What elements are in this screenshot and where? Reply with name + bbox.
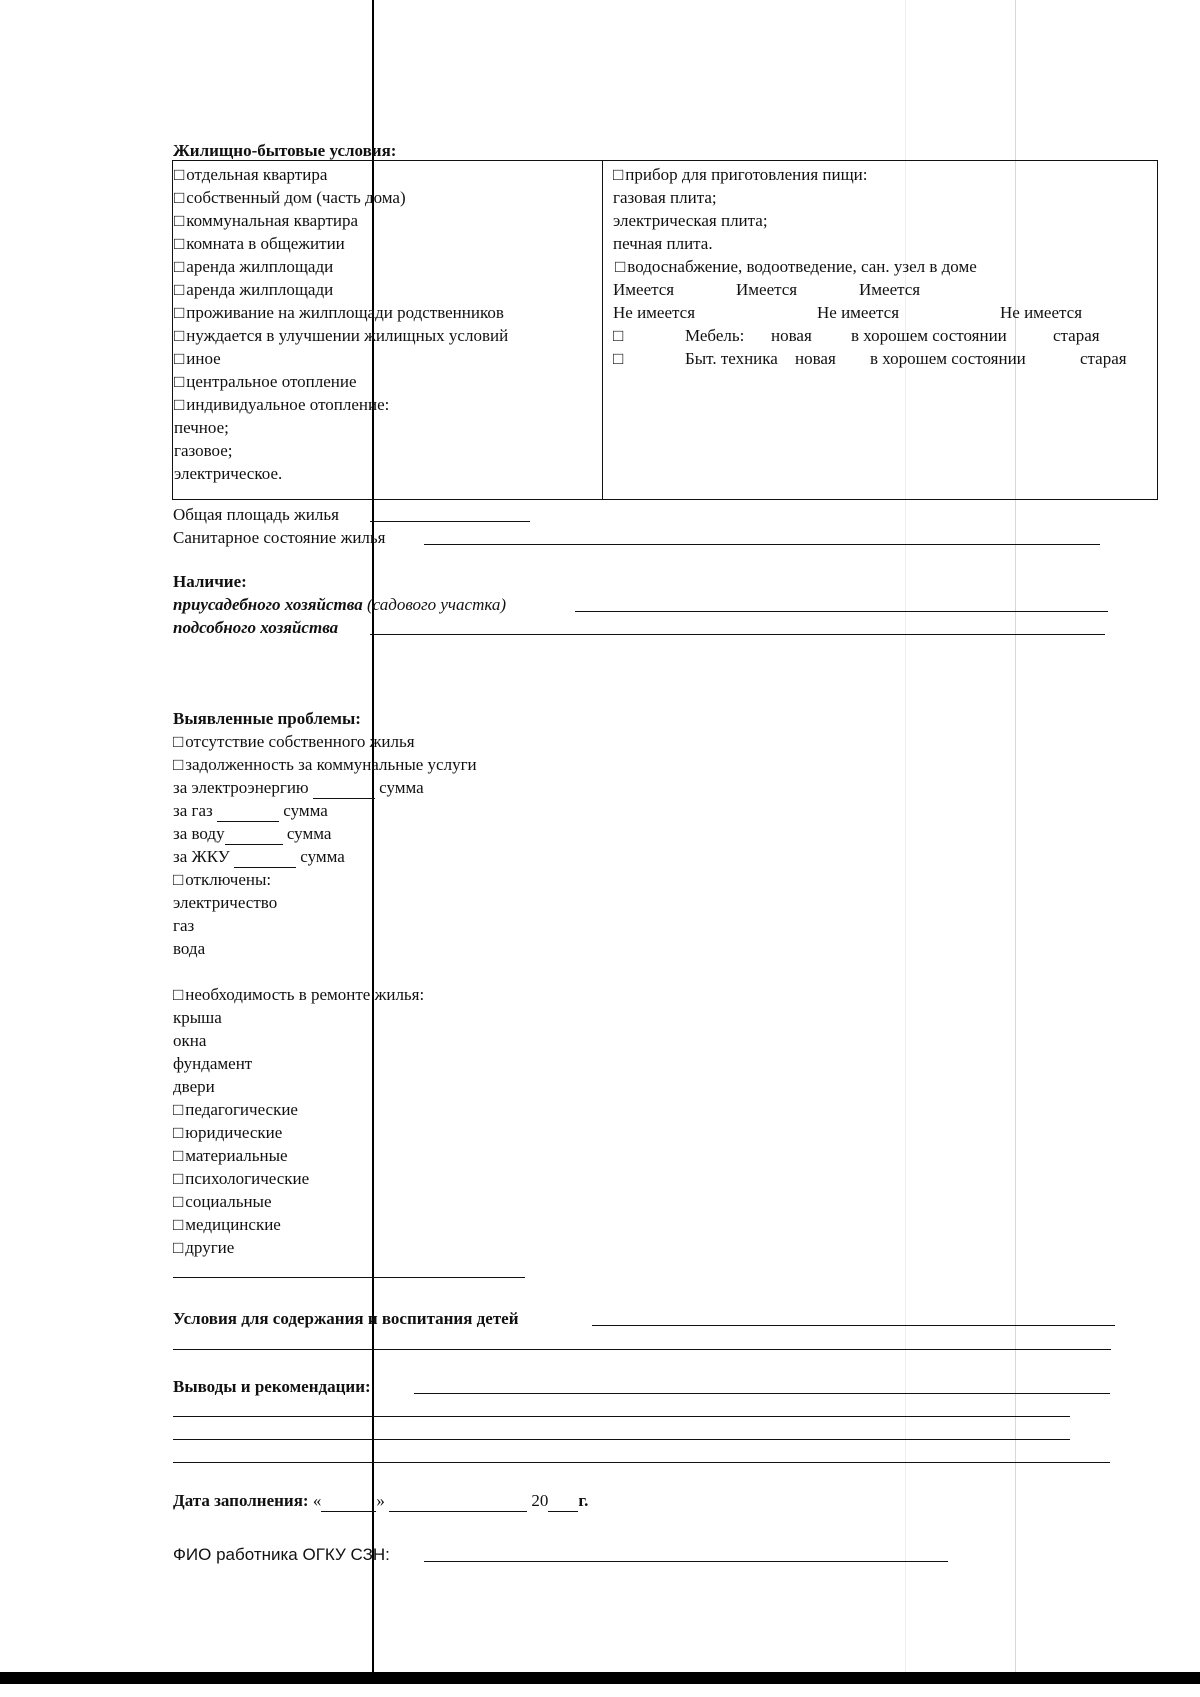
children-conditions-field-1[interactable] [592,1307,1115,1326]
debt-electricity-field[interactable] [313,780,375,799]
appliances-option-good[interactable]: в хорошем состоянии [870,349,1026,368]
homestead-row [173,593,506,616]
not-available-row [613,301,1157,324]
stove-type-electric: электрическая плита; [613,211,768,230]
heating-type-electric: электрическое. [174,464,283,483]
utility-gas: газ [173,916,195,935]
heating-type-stove: печное; [174,418,229,437]
furniture-label: Мебель: [685,326,745,345]
housing-item-central-heating[interactable]: □ центральное отопление [174,370,602,393]
stove-checkbox[interactable]: □ прибор для приготовления пищи: [613,163,1157,186]
furniture-option-good[interactable]: в хорошем состоянии [851,326,1007,345]
furniture-checkbox-icon[interactable]: □ [613,326,624,345]
debt-electricity-row [173,776,477,799]
repair-doors: двери [173,1077,215,1096]
date-close-quote: » [376,1491,385,1510]
debt-gas-field[interactable] [217,803,279,822]
debt-gas-sum: сумма [283,801,328,820]
furniture-option-new[interactable]: новая [771,326,812,345]
repair-foundation: фундамент [173,1054,253,1073]
problem-debt[interactable]: □ задолженность за коммунальные услуги [173,753,477,776]
available-option-1[interactable]: Имеется [613,280,675,299]
debt-housing-sum: сумма [300,847,345,866]
not-available-option-2[interactable]: Не имеется [817,303,900,322]
debt-electricity-sum: сумма [379,778,424,797]
water-checkbox[interactable]: □ водоснабжение, водоотведение, сан. узел в доме [613,255,1157,278]
conclusions-label: Выводы и рекомендации: [173,1377,371,1396]
available-row [613,278,1157,301]
utility-water: вода [173,939,206,958]
children-conditions-field-2[interactable] [173,1331,1111,1350]
problem-social[interactable]: □ социальные [173,1190,477,1213]
housing-item-separate-apartment[interactable]: □ отдельная квартира [174,163,602,186]
scan-bottom-edge [0,1672,1200,1684]
problem-no-housing[interactable]: □ отсутствие собственного жилья [173,730,477,753]
date-day-field[interactable] [321,1493,376,1512]
problems-section [173,707,477,1259]
housing-item-relatives[interactable]: □ проживание на жилплощади родственников [174,301,602,324]
problem-psychological[interactable]: □ психологические [173,1167,477,1190]
problem-legal[interactable]: □ юридические [173,1121,477,1144]
sanitary-field[interactable] [424,526,1100,545]
date-open-quote: « [312,1491,322,1510]
housing-left-cell [173,161,603,500]
housing-item-other[interactable]: □ иное [174,347,602,370]
furniture-row [613,324,1157,347]
housing-table [172,160,1158,500]
debt-housing-label: за ЖКУ [173,847,230,866]
stove-type-furnace: печная плита. [613,234,713,253]
sanitary-label: Санитарное состояние жилья [173,528,386,547]
stove-type-gas: газовая плита; [613,188,717,207]
debt-gas-label: за газ [173,801,213,820]
repair-roof: крыша [173,1008,222,1027]
housing-item-individual-heating[interactable]: □ индивидуальное отопление: [174,393,602,416]
date-row [173,1489,588,1512]
not-available-option-3[interactable]: Не имеется [1000,303,1083,322]
children-conditions-label: Условия для содержания и воспитания детей [173,1309,519,1328]
furniture-option-old[interactable]: старая [1053,326,1100,345]
presence-heading: Наличие: [173,572,247,591]
worker-name-field[interactable] [424,1543,948,1562]
available-option-3[interactable]: Имеется [859,280,921,299]
homestead-label: приусадебного хозяйства [173,595,363,614]
housing-item-own-house[interactable]: □ собственный дом (часть дома) [174,186,602,209]
subsidiary-label: подсобного хозяйства [173,618,339,637]
housing-item-rent-1[interactable]: □ аренда жилплощади [174,255,602,278]
date-month-field[interactable] [389,1493,527,1512]
debt-electricity-label: за электроэнергию [173,778,309,797]
worker-label: ФИО работника ОГКУ СЗН: [173,1545,390,1564]
problem-material[interactable]: □ материальные [173,1144,477,1167]
housing-item-communal-apartment[interactable]: □ коммунальная квартира [174,209,602,232]
not-available-option-1[interactable]: Не имеется [613,303,696,322]
problem-other[interactable]: □ другие [173,1236,477,1259]
utility-electricity: электричество [173,893,278,912]
problems-heading: Выявленные проблемы: [173,709,361,728]
appliances-option-old[interactable]: старая [1080,349,1127,368]
available-option-2[interactable]: Имеется [736,280,798,299]
debt-water-sum: сумма [286,824,332,843]
date-year-suffix: г. [578,1491,589,1510]
appliances-label: Быт. техника [685,349,778,368]
total-area-label: Общая площадь жилья [173,505,339,524]
subsidiary-field[interactable] [370,616,1105,635]
date-label: Дата заполнения: [173,1491,309,1510]
spacer [173,960,477,983]
problem-pedagogical[interactable]: □ педагогические [173,1098,477,1121]
debt-gas-row [173,799,477,822]
housing-item-needs-improvement[interactable]: □ нуждается в улучшении жилищных условий [174,324,602,347]
debt-housing-field[interactable] [234,849,296,868]
debt-water-field[interactable] [225,826,283,845]
date-year-field[interactable] [548,1493,578,1512]
appliances-row [613,347,1157,370]
conclusions-field-2[interactable] [173,1398,1070,1417]
housing-heading: Жилищно-бытовые условия: [173,141,397,160]
appliances-checkbox-icon[interactable]: □ [613,349,624,368]
homestead-field[interactable] [575,593,1108,612]
debt-housing-row [173,845,477,868]
conclusions-field-1[interactable] [414,1375,1110,1394]
conclusions-field-3[interactable] [173,1421,1070,1440]
heating-type-gas: газовое; [174,441,233,460]
conclusions-field-4[interactable] [173,1444,1110,1463]
problem-medical[interactable]: □ медицинские [173,1213,477,1236]
debt-water-row [173,822,477,845]
housing-item-rent-2[interactable]: □ аренда жилплощади [174,278,602,301]
date-year-prefix: 20 [531,1491,549,1510]
problem-disconnected[interactable]: □ отключены: [173,868,477,891]
total-area-field[interactable] [370,503,530,522]
debt-water-label: за воду [173,824,225,843]
appliances-option-new[interactable]: новая [795,349,836,368]
housing-right-cell [603,161,1158,500]
repair-windows: окна [173,1031,207,1050]
other-problems-field[interactable] [173,1259,525,1278]
housing-item-dorm-room[interactable]: □ комната в общежитии [174,232,602,255]
homestead-note: (садового участка) [366,595,507,614]
problem-repair[interactable]: □ необходимость в ремонте жилья: [173,983,477,1006]
